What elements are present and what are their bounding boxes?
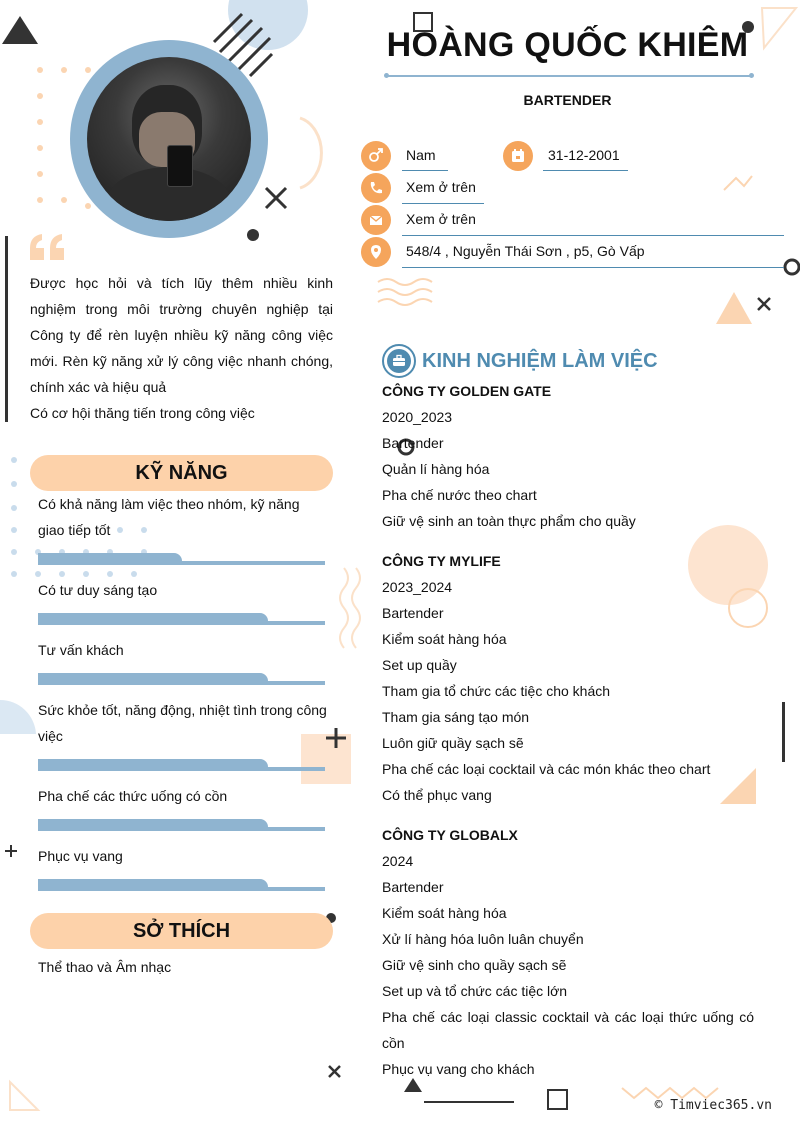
job-detail: Kiểm soát hàng hóa	[382, 631, 507, 647]
job-detail: Pha chế các loại cocktail và các món khác theo chart	[382, 761, 711, 777]
skill-bar	[38, 827, 325, 831]
phone-underline	[402, 203, 484, 204]
job-detail: Set up quầy	[382, 657, 457, 673]
career-objective	[30, 270, 333, 426]
birthday-underline	[543, 170, 628, 171]
gender-icon	[361, 141, 391, 171]
email-underline	[402, 235, 784, 236]
job-detail: Tham gia tổ chức các tiệc cho khách	[382, 683, 611, 699]
job-detail: Bartender	[382, 435, 444, 451]
email-icon	[361, 205, 391, 235]
email-value: Xem ở trên	[406, 211, 476, 227]
full-name: HOÀNG QUỐC KHIÊM	[386, 26, 749, 64]
job-detail: Quản lí hàng hóa	[382, 461, 490, 477]
objective-paragraph: Được học hỏi và tích lũy thêm nhiều kinh nghiệm trong môi trường chuyên nghiệp tại Công ty để rèn luyện nhiều kỹ năng công việc mới. Rèn kỹ năng xử lý công việc nhanh chóng, chính xác và hiệu quả	[30, 275, 333, 395]
work-period: 2024	[382, 853, 414, 869]
quote-icon	[28, 232, 68, 262]
address-underline	[402, 267, 784, 268]
name-divider	[386, 75, 752, 77]
objective-paragraph: Có cơ hội thăng tiến trong công việc	[30, 405, 255, 421]
job-detail: Giữ vệ sinh cho quầy sạch sẽ	[382, 957, 567, 973]
calendar-icon	[503, 141, 533, 171]
gender-value: Nam	[406, 147, 436, 163]
skill-bar-fill	[38, 759, 268, 771]
location-icon	[361, 237, 391, 267]
experience-title: KINH NGHIỆM LÀM VIỆC	[422, 349, 658, 372]
gender-underline	[402, 170, 448, 171]
phone-value: Xem ở trên	[406, 179, 476, 195]
avatar	[70, 40, 268, 238]
birthday-value: 31-12-2001	[548, 147, 620, 163]
skill-name: Phục vụ vang	[38, 848, 123, 864]
job-detail: Giữ vệ sinh an toàn thực phẩm cho quầy	[382, 513, 636, 529]
job-detail: Bartender	[382, 879, 444, 895]
experience-item	[382, 378, 754, 534]
experience-item	[382, 548, 754, 808]
job-detail: Xử lí hàng hóa luôn luân chuyển	[382, 931, 584, 947]
hobbies-text: Thể thao và Âm nhạc	[38, 959, 172, 975]
skills-heading: KỸ NĂNG	[30, 455, 333, 491]
experience-heading	[382, 344, 658, 378]
address-value: 548/4 , Nguyễn Thái Sơn , p5, Gò Vấp	[406, 243, 645, 259]
job-detail: Bartender	[382, 605, 444, 621]
job-detail: Pha chế nước theo chart	[382, 487, 537, 503]
company-name: CÔNG TY GOLDEN GATE	[382, 383, 552, 399]
skill-name: Sức khỏe tốt, năng động, nhiệt tình trong công việc	[38, 702, 327, 744]
job-detail: Phục vụ vang cho khách	[382, 1061, 535, 1077]
job-detail: Có thể phục vang	[382, 787, 492, 803]
experience-item	[382, 822, 754, 1082]
skill-bar-fill	[38, 613, 268, 625]
skill-bar	[38, 561, 325, 565]
job-detail: Luôn giữ quầy sạch sẽ	[382, 735, 524, 751]
company-name: CÔNG TY GLOBALX	[382, 827, 518, 843]
skill-name: Tư vấn khách	[38, 642, 124, 658]
skill-bar	[38, 681, 325, 685]
job-detail: Kiểm soát hàng hóa	[382, 905, 507, 921]
experience-list	[382, 378, 754, 1096]
job-detail: Pha chế các loại classic cocktail và các loại thức uống có cồn	[382, 1009, 754, 1051]
phone-icon	[361, 173, 391, 203]
job-detail: Set up và tổ chức các tiệc lớn	[382, 983, 568, 999]
skill-bar-fill	[38, 553, 182, 565]
work-period: 2020_2023	[382, 409, 453, 425]
skill-name: Pha chế các thức uống có cồn	[38, 788, 228, 804]
work-period: 2023_2024	[382, 579, 453, 595]
watermark-footer: © Timviec365.vn	[654, 1098, 772, 1113]
skill-bar	[38, 767, 325, 771]
skill-bar	[38, 621, 325, 625]
skill-bar-fill	[38, 819, 268, 831]
job-detail: Tham gia sáng tạo món	[382, 709, 530, 725]
briefcase-icon	[382, 344, 416, 378]
job-title: BARTENDER	[523, 92, 612, 108]
skill-name: Có khả năng làm việc theo nhóm, kỹ năng giao tiếp tốt	[38, 496, 300, 538]
company-name: CÔNG TY MYLIFE	[382, 553, 501, 569]
hobbies-heading: SỞ THÍCH	[30, 913, 333, 949]
skill-bar-fill	[38, 673, 268, 685]
skill-bar-fill	[38, 879, 268, 891]
skill-name: Có tư duy sáng tạo	[38, 582, 158, 598]
skill-bar	[38, 887, 325, 891]
